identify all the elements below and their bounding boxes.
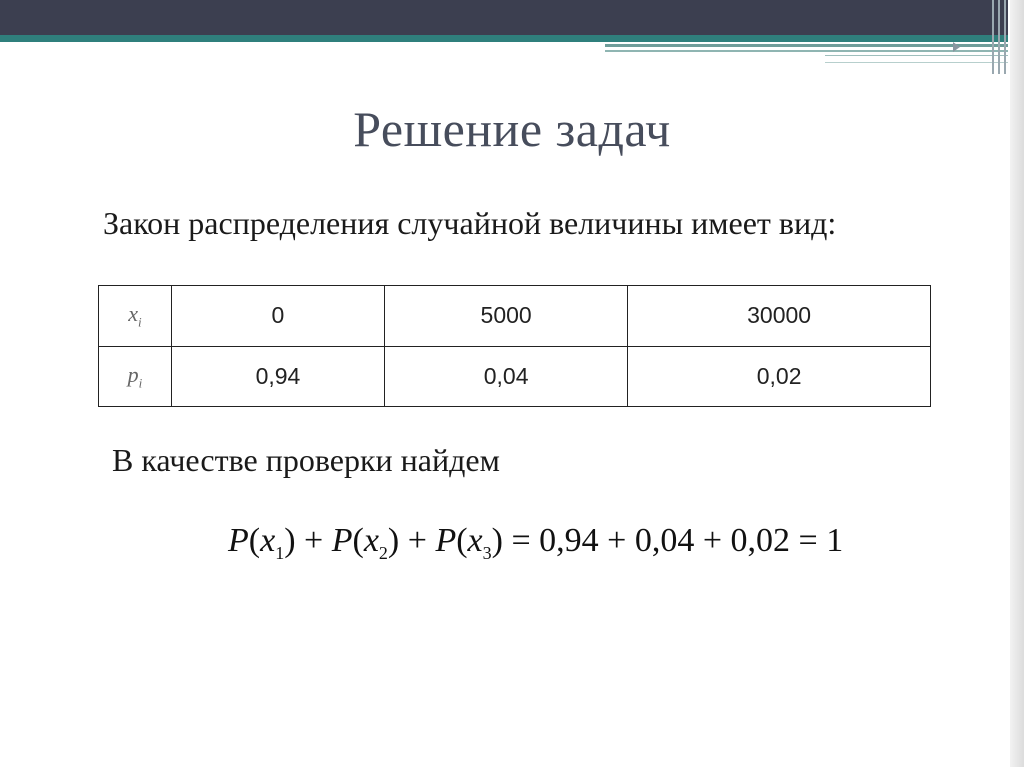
var-symbol: x [260, 522, 276, 559]
distribution-table [98, 285, 931, 407]
decor-stripe [998, 0, 1000, 74]
row-header-p [99, 346, 172, 407]
row-header-x [99, 286, 172, 347]
var-subscript: i [138, 374, 143, 390]
probability-sum-formula: $P(x_1) + P(x_2) + P(x_3) = 0,94 + 0,04 + 0,02 = 1$ [228, 522, 844, 563]
decor-stripe [1004, 0, 1006, 74]
var-subscript: 1 [275, 542, 285, 563]
accent-bar [0, 35, 1010, 42]
table-cell: 0,04 [385, 346, 628, 407]
decor-stripe [992, 0, 994, 74]
triangle-icon [953, 42, 960, 52]
table-cell: 5000 [385, 286, 628, 347]
formula-value: 0,94 [539, 522, 599, 559]
plus-sign: + [702, 522, 723, 559]
table-cell: 0,02 [628, 346, 931, 407]
plus-sign: + [304, 522, 324, 559]
check-text: В качестве проверки найдем [112, 442, 500, 478]
table-cell: 30000 [628, 286, 931, 347]
table-row [99, 286, 931, 347]
plus-sign: + [607, 522, 627, 559]
func-symbol: P [331, 522, 353, 559]
func-symbol: P [435, 522, 457, 559]
var-subscript: 3 [482, 542, 492, 563]
header-bar [0, 0, 1024, 35]
equals-sign: = [511, 522, 531, 559]
formula-result: 1 [826, 522, 844, 559]
accent-line [605, 50, 1010, 52]
accent-line [825, 62, 1010, 63]
func-symbol: P [228, 522, 249, 559]
table-row [99, 346, 931, 407]
var-symbol: p [127, 361, 139, 387]
table-cell: 0 [171, 286, 384, 347]
slide-title: Решение задач [353, 101, 671, 157]
slide-subtitle: Закон распределения случайной величины имеет вид: [103, 205, 837, 241]
formula-value: 0,04 [634, 522, 695, 559]
formula-value: 0,02 [730, 522, 791, 559]
accent-line [825, 55, 1010, 56]
var-subscript: 2 [378, 542, 388, 563]
var-symbol: x [128, 301, 138, 327]
var-subscript: i [137, 314, 142, 330]
var-symbol: x [363, 522, 379, 559]
equals-sign: = [798, 522, 818, 559]
plus-sign: + [407, 522, 427, 559]
accent-line [605, 44, 1010, 47]
table-cell: 0,94 [171, 346, 384, 407]
var-symbol: x [467, 522, 483, 559]
